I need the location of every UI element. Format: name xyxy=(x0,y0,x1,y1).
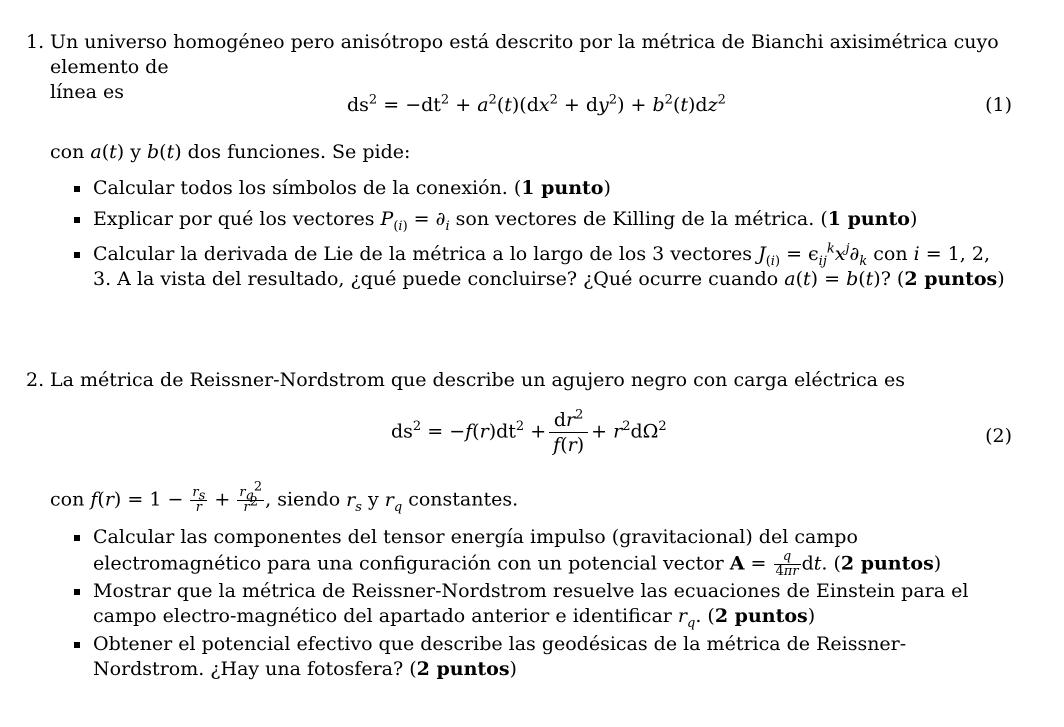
problem-1-item-1 xyxy=(74,176,1010,201)
problem-2-intro-text: La métrica de Reissner-Nordstrom que describe un agujero negro con carga eléctrica es xyxy=(50,369,906,391)
problem-1-intro-line1: Un universo homogéneo pero anisótropo está descrito por la métrica de Bianchi axisimétrica cuyo elemento de xyxy=(50,31,999,78)
problem-1-intro-line2: línea es xyxy=(50,81,124,103)
bullet-icon xyxy=(74,252,80,258)
equation-1 xyxy=(0,94,1064,124)
equation-2 xyxy=(0,408,1064,464)
bullet-icon xyxy=(74,535,80,541)
bullet-icon xyxy=(74,217,80,223)
problem-1-item-3 xyxy=(74,242,1010,292)
equation-2-label: (2) xyxy=(985,425,1012,447)
problem-2-item-1-text: Calcular las componentes del tensor energía impulso (gravitacional) del campo electromagnético para una configuración con un potencial vector A = $\frac{q}{4\pi r}$ dt. (2 puntos) xyxy=(93,526,942,579)
problem-2-number: 2. xyxy=(26,369,45,391)
equation-1-formula: $ds^2 = -dt^2 + a^2(t)(dx^2 + dy^2) + b^2(t)dz^2$ xyxy=(347,92,726,116)
problem-1-after-equation: con a(t) y b(t) dos funciones. Se pide: xyxy=(50,141,411,163)
bullet-icon xyxy=(74,186,80,192)
problem-2-item-3-text: Obtener el potencial efectivo que describe las geodésicas de la métrica de Reissner-Nordstrom. ¿Hay una fotosfera? (2 puntos) xyxy=(93,633,907,680)
problem-2-item-1 xyxy=(74,525,1010,579)
problem-2-item-2-text: Mostrar que la métrica de Reissner-Nordstrom resuelve las ecuaciones de Einstein para el campo electro-magnético del apartado anterior e identificar $r_q$. (2 puntos) xyxy=(93,580,969,631)
bullet-icon xyxy=(74,589,80,595)
problem-1-item-2 xyxy=(74,207,1010,232)
problem-1-item-3-text: Calcular la derivada de Lie de la métrica a lo largo de los 3 vectores $J_{(i)} = \epsilon_{ij}^kx^j\partial_k$ con i = 1, 2, 3. A la vista del resultado, ¿qué puede concluirse? ¿Qué ocurre cuando a(t) = b(t)? (2 puntos) xyxy=(93,241,1005,290)
problem-1-item-1-text: Calcular todos los símbolos de la conexión. (1 punto) xyxy=(93,177,611,199)
problem-2-after-equation: con f(r) = 1 − $\frac{r_s}{r}$ + $\frac{r_q^2}{r^2}$ , siendo $r_s$ y $r_q$ constantes. xyxy=(50,479,519,515)
problem-2-intro xyxy=(26,368,1011,393)
problem-2-item-2 xyxy=(74,579,1010,629)
equation-1-label: (1) xyxy=(985,94,1012,116)
equation-2-formula: $ds^2 = -f(r)dt^2$ + $\frac{dr^2}{f(r)}$ + $r^2d\Omega^2$ xyxy=(391,407,667,456)
bullet-icon xyxy=(74,642,80,648)
problem-1-number: 1. xyxy=(26,31,45,53)
problem-2-item-3 xyxy=(74,632,1010,682)
problem-1-item-2-text: Explicar por qué los vectores $P_{(i)} = \partial_i$ son vectores de Killing de la métrica. (1 punto) xyxy=(93,208,918,234)
